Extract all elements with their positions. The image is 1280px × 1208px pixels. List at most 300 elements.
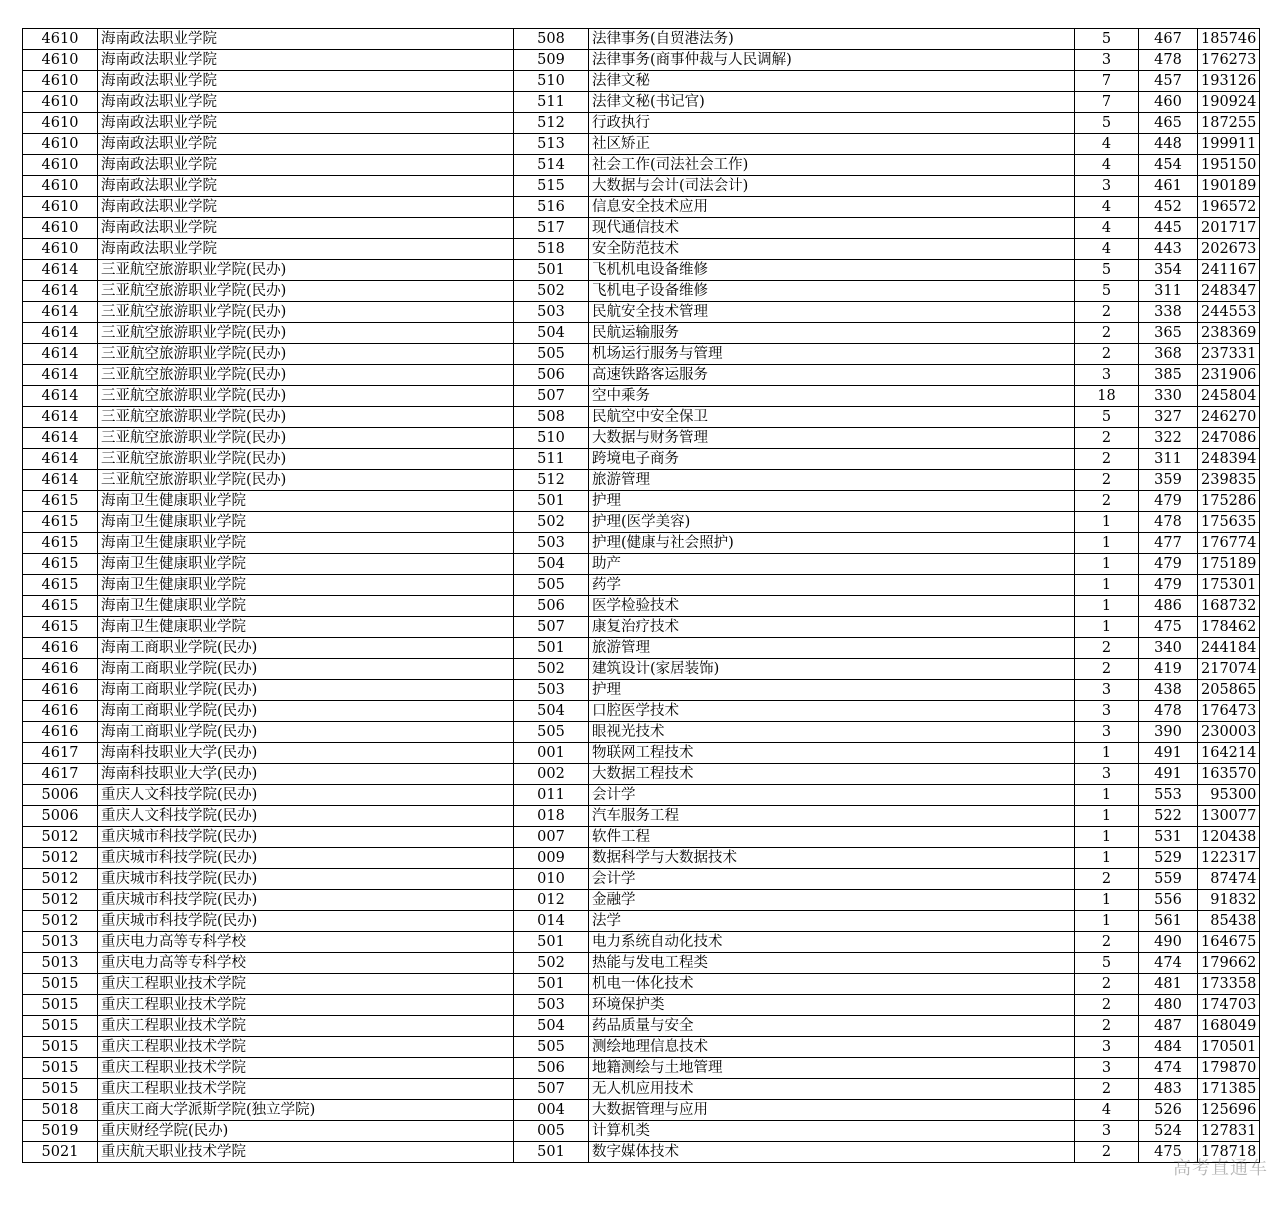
min-rank-cell: 163570 bbox=[1198, 764, 1260, 785]
plan-count-cell: 4 bbox=[1075, 218, 1139, 239]
min-score-cell: 454 bbox=[1139, 155, 1198, 176]
min-score-cell: 561 bbox=[1139, 911, 1198, 932]
school-name-cell: 重庆工程职业技术学院 bbox=[98, 1037, 514, 1058]
major-code-cell: 505 bbox=[514, 344, 589, 365]
plan-count-cell: 1 bbox=[1075, 554, 1139, 575]
school-code-cell: 5013 bbox=[23, 932, 98, 953]
min-rank-cell: 175286 bbox=[1198, 491, 1260, 512]
plan-count-cell: 2 bbox=[1075, 995, 1139, 1016]
major-name-cell: 药品质量与安全 bbox=[589, 1016, 1075, 1037]
major-code-cell: 504 bbox=[514, 1016, 589, 1037]
plan-count-cell: 2 bbox=[1075, 1016, 1139, 1037]
major-name-cell: 药学 bbox=[589, 575, 1075, 596]
school-name-cell: 重庆电力高等专科学校 bbox=[98, 932, 514, 953]
major-name-cell: 民航空中安全保卫 bbox=[589, 407, 1075, 428]
major-code-cell: 510 bbox=[514, 428, 589, 449]
school-name-cell: 重庆城市科技学院(民办) bbox=[98, 869, 514, 890]
min-rank-cell: 176473 bbox=[1198, 701, 1260, 722]
table-row bbox=[23, 386, 1260, 407]
min-score-cell: 452 bbox=[1139, 197, 1198, 218]
major-name-cell: 高速铁路客运服务 bbox=[589, 365, 1075, 386]
school-name-cell: 海南政法职业学院 bbox=[98, 239, 514, 260]
plan-count-cell: 2 bbox=[1075, 869, 1139, 890]
min-rank-cell: 196572 bbox=[1198, 197, 1260, 218]
table-row bbox=[23, 1037, 1260, 1058]
major-code-cell: 510 bbox=[514, 71, 589, 92]
major-name-cell: 医学检验技术 bbox=[589, 596, 1075, 617]
major-code-cell: 002 bbox=[514, 764, 589, 785]
table-row bbox=[23, 659, 1260, 680]
plan-count-cell: 3 bbox=[1075, 176, 1139, 197]
school-name-cell: 海南政法职业学院 bbox=[98, 113, 514, 134]
min-score-cell: 467 bbox=[1139, 29, 1198, 50]
school-name-cell: 海南卫生健康职业学院 bbox=[98, 512, 514, 533]
major-name-cell: 测绘地理信息技术 bbox=[589, 1037, 1075, 1058]
school-name-cell: 三亚航空旅游职业学院(民办) bbox=[98, 449, 514, 470]
major-code-cell: 514 bbox=[514, 155, 589, 176]
major-name-cell: 护理(健康与社会照护) bbox=[589, 533, 1075, 554]
min-rank-cell: 170501 bbox=[1198, 1037, 1260, 1058]
table-row bbox=[23, 512, 1260, 533]
major-name-cell: 助产 bbox=[589, 554, 1075, 575]
plan-count-cell: 1 bbox=[1075, 617, 1139, 638]
school-name-cell: 三亚航空旅游职业学院(民办) bbox=[98, 281, 514, 302]
plan-count-cell: 4 bbox=[1075, 1100, 1139, 1121]
plan-count-cell: 1 bbox=[1075, 596, 1139, 617]
school-code-cell: 4614 bbox=[23, 449, 98, 470]
school-name-cell: 海南政法职业学院 bbox=[98, 29, 514, 50]
school-code-cell: 4614 bbox=[23, 365, 98, 386]
school-code-cell: 5015 bbox=[23, 1079, 98, 1100]
min-score-cell: 327 bbox=[1139, 407, 1198, 428]
school-name-cell: 重庆工程职业技术学院 bbox=[98, 1016, 514, 1037]
table-row bbox=[23, 428, 1260, 449]
min-score-cell: 478 bbox=[1139, 50, 1198, 71]
table-row bbox=[23, 596, 1260, 617]
school-code-cell: 4615 bbox=[23, 617, 98, 638]
min-rank-cell: 85438 bbox=[1198, 911, 1260, 932]
min-score-cell: 477 bbox=[1139, 533, 1198, 554]
school-code-cell: 4616 bbox=[23, 638, 98, 659]
min-score-cell: 445 bbox=[1139, 218, 1198, 239]
table-row bbox=[23, 743, 1260, 764]
min-rank-cell: 95300 bbox=[1198, 785, 1260, 806]
min-rank-cell: 175301 bbox=[1198, 575, 1260, 596]
major-code-cell: 014 bbox=[514, 911, 589, 932]
min-rank-cell: 247086 bbox=[1198, 428, 1260, 449]
school-name-cell: 三亚航空旅游职业学院(民办) bbox=[98, 260, 514, 281]
table-row bbox=[23, 554, 1260, 575]
min-score-cell: 330 bbox=[1139, 386, 1198, 407]
table-row bbox=[23, 575, 1260, 596]
min-rank-cell: 176774 bbox=[1198, 533, 1260, 554]
min-rank-cell: 187255 bbox=[1198, 113, 1260, 134]
school-name-cell: 海南政法职业学院 bbox=[98, 155, 514, 176]
major-name-cell: 眼视光技术 bbox=[589, 722, 1075, 743]
major-code-cell: 010 bbox=[514, 869, 589, 890]
plan-count-cell: 3 bbox=[1075, 701, 1139, 722]
table-row bbox=[23, 827, 1260, 848]
school-name-cell: 海南政法职业学院 bbox=[98, 134, 514, 155]
min-score-cell: 338 bbox=[1139, 302, 1198, 323]
table-row bbox=[23, 134, 1260, 155]
major-code-cell: 509 bbox=[514, 50, 589, 71]
major-code-cell: 504 bbox=[514, 323, 589, 344]
major-name-cell: 旅游管理 bbox=[589, 638, 1075, 659]
min-rank-cell: 217074 bbox=[1198, 659, 1260, 680]
major-name-cell: 行政执行 bbox=[589, 113, 1075, 134]
school-code-cell: 4617 bbox=[23, 743, 98, 764]
major-code-cell: 507 bbox=[514, 1079, 589, 1100]
table-row bbox=[23, 785, 1260, 806]
school-code-cell: 5021 bbox=[23, 1142, 98, 1163]
min-score-cell: 390 bbox=[1139, 722, 1198, 743]
major-code-cell: 501 bbox=[514, 260, 589, 281]
major-name-cell: 现代通信技术 bbox=[589, 218, 1075, 239]
min-rank-cell: 244553 bbox=[1198, 302, 1260, 323]
plan-count-cell: 2 bbox=[1075, 932, 1139, 953]
school-name-cell: 海南工商职业学院(民办) bbox=[98, 701, 514, 722]
min-rank-cell: 190189 bbox=[1198, 176, 1260, 197]
plan-count-cell: 5 bbox=[1075, 29, 1139, 50]
major-code-cell: 506 bbox=[514, 1058, 589, 1079]
school-name-cell: 海南政法职业学院 bbox=[98, 92, 514, 113]
major-code-cell: 004 bbox=[514, 1100, 589, 1121]
admission-table-sheet bbox=[22, 28, 1260, 1163]
major-name-cell: 法律事务(商事仲裁与人民调解) bbox=[589, 50, 1075, 71]
plan-count-cell: 3 bbox=[1075, 680, 1139, 701]
major-name-cell: 信息安全技术应用 bbox=[589, 197, 1075, 218]
table-row bbox=[23, 491, 1260, 512]
major-code-cell: 501 bbox=[514, 932, 589, 953]
major-name-cell: 建筑设计(家居装饰) bbox=[589, 659, 1075, 680]
min-score-cell: 479 bbox=[1139, 554, 1198, 575]
min-rank-cell: 127831 bbox=[1198, 1121, 1260, 1142]
min-rank-cell: 168049 bbox=[1198, 1016, 1260, 1037]
school-name-cell: 重庆城市科技学院(民办) bbox=[98, 827, 514, 848]
min-rank-cell: 245804 bbox=[1198, 386, 1260, 407]
min-score-cell: 526 bbox=[1139, 1100, 1198, 1121]
min-score-cell: 491 bbox=[1139, 743, 1198, 764]
school-name-cell: 三亚航空旅游职业学院(民办) bbox=[98, 323, 514, 344]
school-name-cell: 三亚航空旅游职业学院(民办) bbox=[98, 407, 514, 428]
table-row bbox=[23, 911, 1260, 932]
table-row bbox=[23, 638, 1260, 659]
table-row bbox=[23, 197, 1260, 218]
major-name-cell: 法律文秘 bbox=[589, 71, 1075, 92]
table-body bbox=[23, 29, 1260, 1163]
school-code-cell: 4614 bbox=[23, 386, 98, 407]
min-score-cell: 491 bbox=[1139, 764, 1198, 785]
table-row bbox=[23, 806, 1260, 827]
min-score-cell: 419 bbox=[1139, 659, 1198, 680]
major-code-cell: 507 bbox=[514, 386, 589, 407]
school-code-cell: 4615 bbox=[23, 554, 98, 575]
school-code-cell: 5015 bbox=[23, 974, 98, 995]
plan-count-cell: 1 bbox=[1075, 743, 1139, 764]
school-code-cell: 4610 bbox=[23, 155, 98, 176]
table-row bbox=[23, 1100, 1260, 1121]
min-rank-cell: 179662 bbox=[1198, 953, 1260, 974]
school-name-cell: 海南卫生健康职业学院 bbox=[98, 575, 514, 596]
major-name-cell: 环境保护类 bbox=[589, 995, 1075, 1016]
min-rank-cell: 178718 bbox=[1198, 1142, 1260, 1163]
min-rank-cell: 193126 bbox=[1198, 71, 1260, 92]
school-code-cell: 4616 bbox=[23, 722, 98, 743]
min-rank-cell: 248394 bbox=[1198, 449, 1260, 470]
min-rank-cell: 175189 bbox=[1198, 554, 1260, 575]
min-rank-cell: 168732 bbox=[1198, 596, 1260, 617]
table-row bbox=[23, 323, 1260, 344]
min-rank-cell: 238369 bbox=[1198, 323, 1260, 344]
school-code-cell: 5013 bbox=[23, 953, 98, 974]
major-code-cell: 503 bbox=[514, 995, 589, 1016]
plan-count-cell: 2 bbox=[1075, 1142, 1139, 1163]
school-code-cell: 5012 bbox=[23, 869, 98, 890]
school-code-cell: 4616 bbox=[23, 680, 98, 701]
min-score-cell: 457 bbox=[1139, 71, 1198, 92]
plan-count-cell: 2 bbox=[1075, 323, 1139, 344]
school-code-cell: 4615 bbox=[23, 512, 98, 533]
min-score-cell: 368 bbox=[1139, 344, 1198, 365]
min-score-cell: 486 bbox=[1139, 596, 1198, 617]
school-name-cell: 重庆城市科技学院(民办) bbox=[98, 848, 514, 869]
school-code-cell: 4614 bbox=[23, 407, 98, 428]
plan-count-cell: 5 bbox=[1075, 953, 1139, 974]
school-name-cell: 海南卫生健康职业学院 bbox=[98, 554, 514, 575]
major-code-cell: 018 bbox=[514, 806, 589, 827]
school-code-cell: 5018 bbox=[23, 1100, 98, 1121]
school-code-cell: 4614 bbox=[23, 260, 98, 281]
major-code-cell: 501 bbox=[514, 1142, 589, 1163]
table-row bbox=[23, 974, 1260, 995]
school-code-cell: 4614 bbox=[23, 470, 98, 491]
major-code-cell: 507 bbox=[514, 617, 589, 638]
major-name-cell: 旅游管理 bbox=[589, 470, 1075, 491]
school-code-cell: 4610 bbox=[23, 50, 98, 71]
plan-count-cell: 2 bbox=[1075, 344, 1139, 365]
table-row bbox=[23, 617, 1260, 638]
school-name-cell: 海南工商职业学院(民办) bbox=[98, 638, 514, 659]
major-name-cell: 社会工作(司法社会工作) bbox=[589, 155, 1075, 176]
min-score-cell: 448 bbox=[1139, 134, 1198, 155]
plan-count-cell: 4 bbox=[1075, 239, 1139, 260]
major-name-cell: 法律文秘(书记官) bbox=[589, 92, 1075, 113]
school-code-cell: 4615 bbox=[23, 533, 98, 554]
major-name-cell: 金融学 bbox=[589, 890, 1075, 911]
plan-count-cell: 2 bbox=[1075, 638, 1139, 659]
table-row bbox=[23, 953, 1260, 974]
plan-count-cell: 7 bbox=[1075, 71, 1139, 92]
major-name-cell: 电力系统自动化技术 bbox=[589, 932, 1075, 953]
table-row bbox=[23, 260, 1260, 281]
min-score-cell: 475 bbox=[1139, 1142, 1198, 1163]
table-row bbox=[23, 113, 1260, 134]
major-name-cell: 计算机类 bbox=[589, 1121, 1075, 1142]
major-name-cell: 护理 bbox=[589, 680, 1075, 701]
min-score-cell: 465 bbox=[1139, 113, 1198, 134]
school-name-cell: 海南卫生健康职业学院 bbox=[98, 491, 514, 512]
major-name-cell: 安全防范技术 bbox=[589, 239, 1075, 260]
major-name-cell: 无人机应用技术 bbox=[589, 1079, 1075, 1100]
watermark: 高考直通车 bbox=[1173, 1158, 1268, 1179]
min-rank-cell: 237331 bbox=[1198, 344, 1260, 365]
min-rank-cell: 87474 bbox=[1198, 869, 1260, 890]
table-row bbox=[23, 50, 1260, 71]
major-name-cell: 软件工程 bbox=[589, 827, 1075, 848]
plan-count-cell: 4 bbox=[1075, 197, 1139, 218]
min-score-cell: 484 bbox=[1139, 1037, 1198, 1058]
major-name-cell: 数字媒体技术 bbox=[589, 1142, 1075, 1163]
plan-count-cell: 1 bbox=[1075, 575, 1139, 596]
major-code-cell: 503 bbox=[514, 302, 589, 323]
major-name-cell: 机电一体化技术 bbox=[589, 974, 1075, 995]
major-name-cell: 大数据工程技术 bbox=[589, 764, 1075, 785]
major-name-cell: 社区矫正 bbox=[589, 134, 1075, 155]
plan-count-cell: 1 bbox=[1075, 827, 1139, 848]
major-code-cell: 515 bbox=[514, 176, 589, 197]
min-rank-cell: 164214 bbox=[1198, 743, 1260, 764]
major-code-cell: 501 bbox=[514, 974, 589, 995]
min-score-cell: 475 bbox=[1139, 617, 1198, 638]
plan-count-cell: 1 bbox=[1075, 785, 1139, 806]
major-code-cell: 503 bbox=[514, 680, 589, 701]
min-rank-cell: 174703 bbox=[1198, 995, 1260, 1016]
major-name-cell: 大数据与会计(司法会计) bbox=[589, 176, 1075, 197]
school-name-cell: 重庆工程职业技术学院 bbox=[98, 1079, 514, 1100]
school-name-cell: 海南政法职业学院 bbox=[98, 197, 514, 218]
school-code-cell: 4610 bbox=[23, 218, 98, 239]
major-code-cell: 502 bbox=[514, 953, 589, 974]
school-name-cell: 三亚航空旅游职业学院(民办) bbox=[98, 302, 514, 323]
table-row bbox=[23, 1079, 1260, 1100]
major-code-cell: 505 bbox=[514, 722, 589, 743]
major-name-cell: 跨境电子商务 bbox=[589, 449, 1075, 470]
major-name-cell: 法律事务(自贸港法务) bbox=[589, 29, 1075, 50]
major-code-cell: 508 bbox=[514, 407, 589, 428]
school-name-cell: 海南工商职业学院(民办) bbox=[98, 722, 514, 743]
min-rank-cell: 205865 bbox=[1198, 680, 1260, 701]
min-score-cell: 322 bbox=[1139, 428, 1198, 449]
school-code-cell: 4615 bbox=[23, 596, 98, 617]
plan-count-cell: 4 bbox=[1075, 134, 1139, 155]
school-code-cell: 4610 bbox=[23, 176, 98, 197]
school-name-cell: 三亚航空旅游职业学院(民办) bbox=[98, 365, 514, 386]
plan-count-cell: 2 bbox=[1075, 491, 1139, 512]
school-code-cell: 4615 bbox=[23, 575, 98, 596]
min-rank-cell: 120438 bbox=[1198, 827, 1260, 848]
major-name-cell: 热能与发电工程类 bbox=[589, 953, 1075, 974]
school-code-cell: 4610 bbox=[23, 71, 98, 92]
table-row bbox=[23, 155, 1260, 176]
plan-count-cell: 5 bbox=[1075, 260, 1139, 281]
plan-count-cell: 1 bbox=[1075, 848, 1139, 869]
min-rank-cell: 231906 bbox=[1198, 365, 1260, 386]
school-code-cell: 4610 bbox=[23, 29, 98, 50]
plan-count-cell: 1 bbox=[1075, 890, 1139, 911]
major-code-cell: 502 bbox=[514, 659, 589, 680]
school-code-cell: 4610 bbox=[23, 197, 98, 218]
school-code-cell: 4610 bbox=[23, 92, 98, 113]
major-code-cell: 511 bbox=[514, 92, 589, 113]
school-code-cell: 4610 bbox=[23, 113, 98, 134]
school-name-cell: 海南卫生健康职业学院 bbox=[98, 596, 514, 617]
major-code-cell: 513 bbox=[514, 134, 589, 155]
min-rank-cell: 246270 bbox=[1198, 407, 1260, 428]
plan-count-cell: 3 bbox=[1075, 1058, 1139, 1079]
min-score-cell: 559 bbox=[1139, 869, 1198, 890]
major-code-cell: 001 bbox=[514, 743, 589, 764]
major-name-cell: 物联网工程技术 bbox=[589, 743, 1075, 764]
plan-count-cell: 2 bbox=[1075, 659, 1139, 680]
table-row bbox=[23, 344, 1260, 365]
school-code-cell: 4614 bbox=[23, 428, 98, 449]
school-code-cell: 5006 bbox=[23, 785, 98, 806]
major-code-cell: 009 bbox=[514, 848, 589, 869]
table-row bbox=[23, 995, 1260, 1016]
table-row bbox=[23, 176, 1260, 197]
min-score-cell: 474 bbox=[1139, 953, 1198, 974]
plan-count-cell: 2 bbox=[1075, 302, 1139, 323]
min-score-cell: 522 bbox=[1139, 806, 1198, 827]
school-name-cell: 三亚航空旅游职业学院(民办) bbox=[98, 470, 514, 491]
min-rank-cell: 91832 bbox=[1198, 890, 1260, 911]
school-code-cell: 4617 bbox=[23, 764, 98, 785]
school-code-cell: 5019 bbox=[23, 1121, 98, 1142]
major-name-cell: 大数据与财务管理 bbox=[589, 428, 1075, 449]
major-name-cell: 法学 bbox=[589, 911, 1075, 932]
school-code-cell: 5012 bbox=[23, 911, 98, 932]
table-row bbox=[23, 764, 1260, 785]
major-name-cell: 空中乘务 bbox=[589, 386, 1075, 407]
school-code-cell: 5015 bbox=[23, 1037, 98, 1058]
school-name-cell: 海南科技职业大学(民办) bbox=[98, 743, 514, 764]
table-row bbox=[23, 470, 1260, 491]
table-row bbox=[23, 890, 1260, 911]
school-name-cell: 三亚航空旅游职业学院(民办) bbox=[98, 344, 514, 365]
major-code-cell: 501 bbox=[514, 491, 589, 512]
major-code-cell: 504 bbox=[514, 554, 589, 575]
major-code-cell: 505 bbox=[514, 1037, 589, 1058]
school-name-cell: 海南政法职业学院 bbox=[98, 71, 514, 92]
major-code-cell: 504 bbox=[514, 701, 589, 722]
min-score-cell: 556 bbox=[1139, 890, 1198, 911]
min-score-cell: 474 bbox=[1139, 1058, 1198, 1079]
min-score-cell: 529 bbox=[1139, 848, 1198, 869]
min-rank-cell: 130077 bbox=[1198, 806, 1260, 827]
major-code-cell: 512 bbox=[514, 113, 589, 134]
major-code-cell: 508 bbox=[514, 29, 589, 50]
table-row bbox=[23, 71, 1260, 92]
min-rank-cell: 248347 bbox=[1198, 281, 1260, 302]
major-code-cell: 506 bbox=[514, 365, 589, 386]
school-name-cell: 重庆人文科技学院(民办) bbox=[98, 806, 514, 827]
school-name-cell: 重庆财经学院(民办) bbox=[98, 1121, 514, 1142]
school-name-cell: 海南工商职业学院(民办) bbox=[98, 680, 514, 701]
table-row bbox=[23, 680, 1260, 701]
plan-count-cell: 5 bbox=[1075, 113, 1139, 134]
min-score-cell: 340 bbox=[1139, 638, 1198, 659]
min-rank-cell: 239835 bbox=[1198, 470, 1260, 491]
school-name-cell: 重庆城市科技学院(民办) bbox=[98, 890, 514, 911]
plan-count-cell: 3 bbox=[1075, 722, 1139, 743]
min-score-cell: 365 bbox=[1139, 323, 1198, 344]
school-name-cell: 海南科技职业大学(民办) bbox=[98, 764, 514, 785]
min-score-cell: 461 bbox=[1139, 176, 1198, 197]
major-code-cell: 506 bbox=[514, 596, 589, 617]
min-score-cell: 487 bbox=[1139, 1016, 1198, 1037]
plan-count-cell: 4 bbox=[1075, 155, 1139, 176]
